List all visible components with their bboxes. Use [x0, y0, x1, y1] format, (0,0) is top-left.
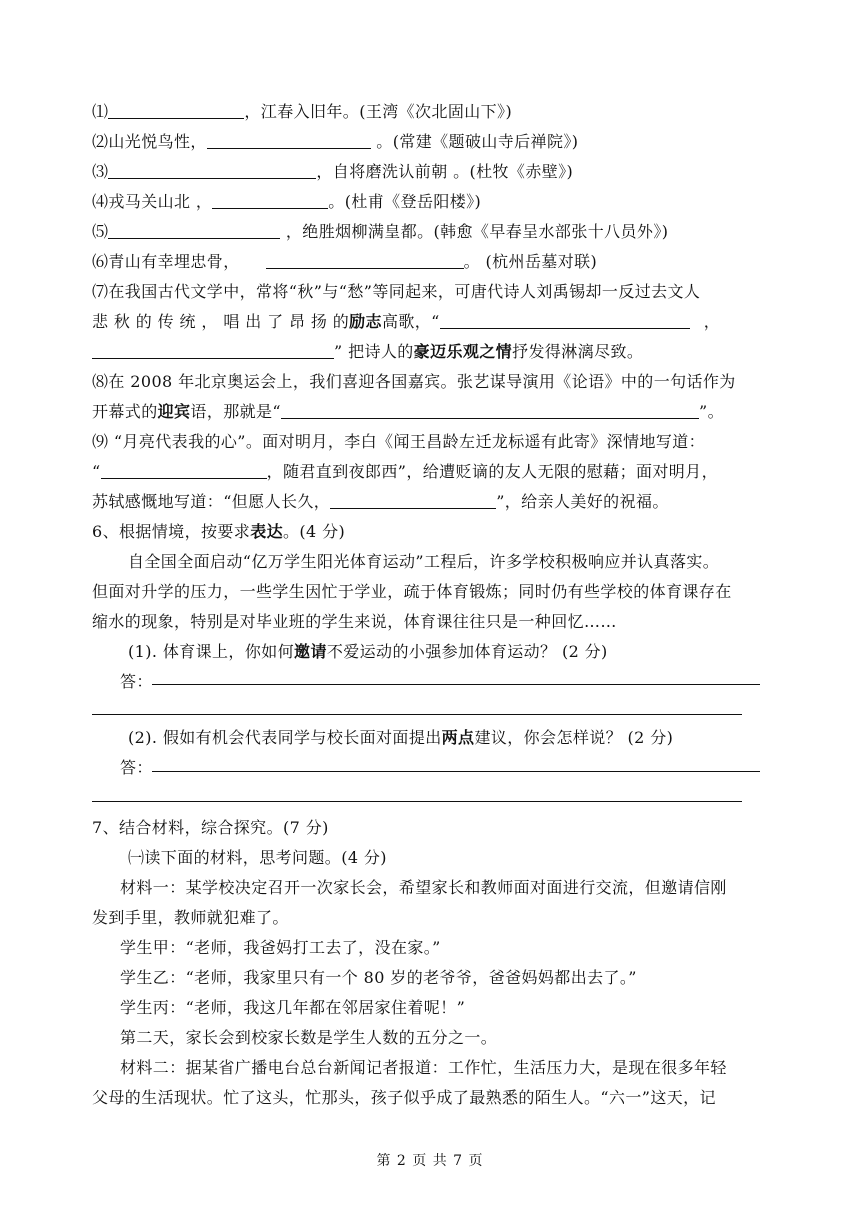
- answer-blank-1[interactable]: [108, 102, 244, 119]
- item-8-text-a: 开幕式的: [92, 402, 158, 421]
- q7-material-2-line-1: 材料二：据某省广播电台总台新闻记者报道：工作忙，生活压力大，是现在很多年轻: [120, 1058, 727, 1077]
- q7-material-1-line-1: 材料一：某学校决定召开一次家长会，希望家长和教师面对面进行交流，但邀请信刚: [120, 878, 727, 897]
- item-7-line-1: ⑺在我国古代文学中，常将“秋”与“愁”等同起来，可唐代诗人刘禹锡却一反过去文人: [92, 282, 701, 301]
- q7-material-1-line-2: 发到手里，教师就犯难了。: [92, 908, 289, 927]
- item-9-line-3: [92, 492, 669, 512]
- item-1-text: ，江春入旧年。(王湾《次北固山下》): [244, 102, 513, 121]
- q7-material-2-line-2: 父母的生活现状。忙了这头，忙那头，孩子似乎成了最熟悉的陌生人。“六一”这天，记: [92, 1088, 716, 1107]
- q7-student-a: 学生甲：“老师，我爸妈打工去了，没在家。”: [120, 938, 441, 957]
- answer-blank-9a[interactable]: [101, 462, 267, 479]
- item-3-text: ，自将磨洗认前朝 。(杜牧《赤壁》): [316, 162, 574, 181]
- item-5-number: ⑸: [92, 222, 109, 241]
- q6-sub-1: [128, 642, 608, 662]
- question-6-title: [92, 522, 345, 542]
- item-9-line-2: [92, 462, 718, 482]
- answer-blank-8[interactable]: [281, 402, 699, 419]
- question-7-title: 7、结合材料，综合探究。(7 分): [92, 818, 329, 837]
- item-9-text-a: “: [92, 462, 101, 481]
- item-6: [92, 252, 597, 272]
- q7-student-b: 学生乙：“老师，我家里只有一个 80 岁的老爷爷，爸爸妈妈都出去了。”: [120, 968, 637, 987]
- item-5-text: ，绝胜烟柳满皇都。(韩愈《早春呈水部张十八员外》): [280, 222, 669, 241]
- item-2-text-a: ⑵山光悦鸟性，: [92, 132, 207, 151]
- item-7-text-a: 悲 秋 的 传 统 ， 唱 出 了 昂 扬 的: [92, 312, 350, 331]
- q6-sub-1-text-b: 不爱运动的小强参加体育运动？ (2 分): [326, 642, 608, 661]
- item-8-text-b: 语，那就是“: [190, 402, 282, 421]
- q6-para-line-2: 但面对升学的压力，一些学生因忙于学业，疏于体育锻炼；同时仍有些学校的体育课存在: [92, 582, 732, 601]
- item-9-line-1: ⑼ “月亮代表我的心”。面对明月，李白《闻王昌龄左迁龙标遥有此寄》深情地写道：: [92, 432, 706, 451]
- q6-title-text-b: 。(4 分): [283, 522, 346, 541]
- answer-blank-4[interactable]: [212, 192, 328, 209]
- answer-line-6-1b[interactable]: [92, 714, 742, 715]
- q7-sub-1: ㈠读下面的材料，思考问题。(4 分): [128, 848, 387, 867]
- item-4-text-b: 。(杜甫《登岳阳楼》): [328, 192, 482, 211]
- answer-blank-6[interactable]: [266, 252, 464, 269]
- answer-blank-3[interactable]: [108, 162, 316, 179]
- item-7-bold-b: 豪迈乐观之情: [413, 342, 513, 361]
- item-3-number: ⑶: [92, 162, 109, 181]
- answer-blank-5[interactable]: [108, 222, 280, 239]
- item-7-line-2: [92, 312, 720, 332]
- item-7-text-b: 高歌，“: [381, 312, 440, 331]
- item-9-text-d: ”，给亲人美好的祝福。: [496, 492, 669, 511]
- answer-line-6-2a[interactable]: [152, 771, 760, 772]
- item-8-line-1: ⑻在 2008 年北京奥运会上，我们喜迎各国嘉宾。张艺谋导演用《论语》中的一句话作为: [92, 372, 736, 391]
- answer-blank-7a[interactable]: [440, 312, 690, 329]
- q7-second-day: 第二天，家长会到校家长数是学生人数的五分之一。: [120, 1028, 498, 1047]
- answer-blank-7b[interactable]: [92, 342, 334, 359]
- answer-line-6-1a[interactable]: [152, 684, 760, 685]
- item-5: [92, 222, 668, 242]
- q6-sub-2-text-b: 建议，你会怎样说？ (2 分): [474, 728, 674, 747]
- item-1-number: ⑴: [92, 102, 109, 121]
- item-8-text-c: ”。: [699, 402, 724, 421]
- q6-sub-2-text-a: (2). 假如有机会代表同学与校长面对面提出: [128, 728, 442, 747]
- item-9-text-c: 苏轼感慨地写道：“但愿人长久，: [92, 492, 331, 511]
- answer-blank-2[interactable]: [207, 132, 371, 149]
- item-7-text-c: ” 把诗人的: [334, 342, 414, 361]
- item-7-comma: ，: [703, 312, 721, 331]
- q6-para-line-3: 缩水的现象，特别是对毕业班的学生来说，体育课往往只是一种回忆……: [92, 612, 617, 631]
- item-8-bold: 迎宾: [157, 402, 191, 421]
- q6-para-line-1: 自全国全面启动“亿万学生阳光体育运动”工程后，许多学校积极响应并认真落实。: [128, 552, 720, 571]
- q6-answer-2-label: 答：: [120, 758, 153, 777]
- item-2: [92, 132, 578, 152]
- item-3: [92, 162, 573, 182]
- page-footer: 第 2 页 共 7 页: [376, 1153, 484, 1169]
- item-7-text-d: 抒发得淋漓尽致。: [512, 342, 644, 361]
- q6-sub-1-bold: 邀请: [294, 642, 327, 661]
- q6-sub-2: [128, 728, 673, 748]
- item-2-text-b: 。(常建《题破山寺后禅院》): [370, 132, 579, 151]
- item-6-text-b: 。 (杭州岳墓对联): [463, 252, 598, 271]
- item-4-text-a: ⑷戎马关山北 ，: [92, 192, 213, 211]
- item-8-line-2: [92, 402, 724, 422]
- q6-sub-2-bold: 两点: [441, 728, 475, 747]
- answer-line-6-2b[interactable]: [92, 801, 742, 802]
- q6-title-bold: 表达: [250, 522, 283, 541]
- q6-title-text-a: 6、根据情境，按要求: [92, 522, 251, 541]
- item-1: [92, 102, 512, 122]
- item-7-bold-a: 励志: [349, 312, 382, 331]
- item-9-text-b: ，随君直到夜郎西”，给遭贬谪的友人无限的慰藉；面对明月，: [266, 462, 718, 481]
- item-7-line-3: [92, 342, 643, 362]
- q6-sub-1-text-a: (1). 体育课上，你如何: [128, 642, 295, 661]
- item-6-text-a: ⑹青山有幸埋忠骨，: [92, 252, 240, 271]
- q7-student-c: 学生丙：“老师，我这几年都在邻居家住着呢！”: [120, 998, 466, 1017]
- answer-blank-9b[interactable]: [330, 492, 496, 509]
- item-4: [92, 192, 481, 212]
- q6-answer-1-label: 答：: [120, 672, 153, 691]
